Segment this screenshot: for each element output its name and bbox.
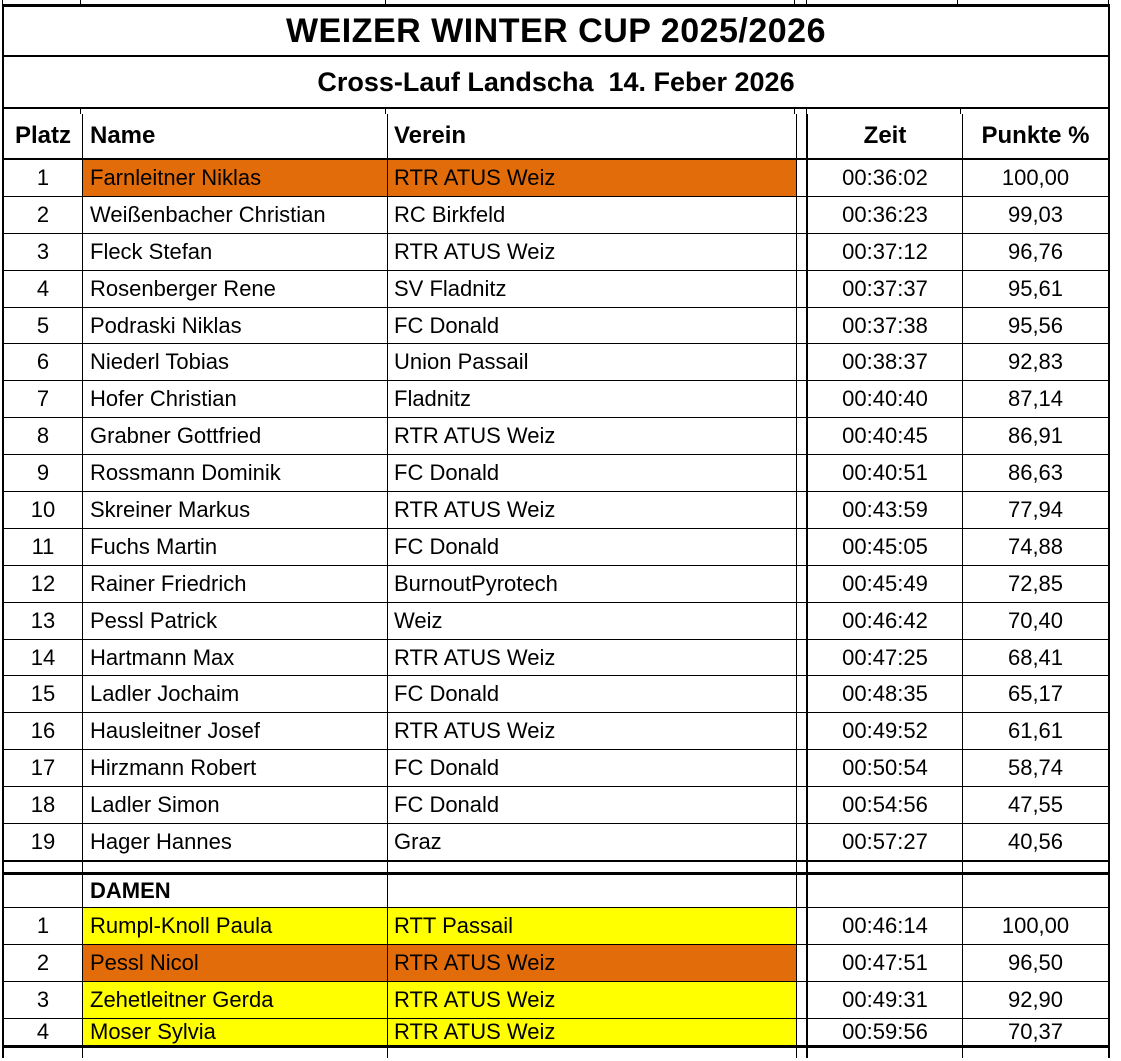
name-cell: Hirzmann Robert (82, 750, 387, 786)
zeit-cell: 00:46:42 (842, 607, 928, 633)
result-row (4, 982, 1108, 1019)
name-cell: Pessl Patrick (82, 603, 387, 639)
verein-cell: RTT Passail (387, 908, 796, 944)
verein-cell: FC Donald (387, 750, 796, 786)
spacer-cell (796, 529, 808, 565)
event-subtitle: Cross-Lauf Landscha 14. Feber 2026 (317, 66, 795, 97)
punkte-cell: 61,61 (962, 713, 1108, 749)
punkte-cell: 40,56 (962, 824, 1108, 860)
spacer-cell (796, 862, 808, 872)
punkte-cell: 70,40 (962, 603, 1108, 639)
spacer-cell (796, 945, 808, 981)
spacer-cell (796, 787, 808, 823)
verein-cell: FC Donald (387, 529, 796, 565)
verein-cell: RC Birkfeld (387, 197, 796, 233)
spacer-cell (796, 1048, 808, 1058)
result-row (4, 713, 1108, 750)
zeit-cell: 00:47:51 (842, 949, 928, 975)
header-row (4, 114, 1108, 160)
punkte-cell: 77,94 (962, 492, 1108, 528)
spacer-cell (796, 271, 808, 307)
name-cell: Rumpl-Knoll Paula (82, 908, 387, 944)
verein-cell: RTR ATUS Weiz (387, 713, 796, 749)
result-row (4, 566, 1108, 603)
platz-cell: 1 (36, 912, 50, 938)
verein-cell: FC Donald (387, 455, 796, 491)
header-spacer-cell (796, 114, 808, 158)
zeit-cell: 00:40:51 (842, 460, 928, 486)
result-row (4, 381, 1108, 418)
men-results-section (4, 160, 1108, 862)
verein-cell: FC Donald (387, 676, 796, 712)
spacer-cell (796, 455, 808, 491)
result-row (4, 529, 1108, 566)
empty-cell (808, 875, 962, 907)
zeit-cell: 00:47:25 (842, 644, 928, 670)
spacer-cell (387, 862, 796, 872)
spacer-cell (796, 750, 808, 786)
verein-cell: Graz (387, 824, 796, 860)
result-row (4, 787, 1108, 824)
damen-section-label: DAMEN (82, 875, 387, 907)
punkte-cell: 74,88 (962, 529, 1108, 565)
zeit-cell: 00:36:02 (842, 164, 928, 190)
damen-results-section (4, 908, 1108, 1048)
zeit-cell: 00:36:23 (842, 201, 928, 227)
header-platz: Platz (14, 122, 71, 149)
punkte-cell: 96,50 (962, 945, 1108, 981)
spacer-cell (796, 344, 808, 380)
punkte-cell: 100,00 (962, 160, 1108, 196)
result-row (4, 640, 1108, 677)
platz-cell: 15 (30, 681, 56, 707)
name-cell: Niederl Tobias (82, 344, 387, 380)
result-row (4, 271, 1108, 308)
platz-cell: 4 (36, 275, 50, 301)
spacer-cell (796, 234, 808, 270)
platz-cell: 2 (36, 201, 50, 227)
zeit-cell: 00:37:37 (842, 275, 928, 301)
verein-cell: Union Passail (387, 344, 796, 380)
name-cell: Pessl Nicol (82, 945, 387, 981)
punkte-cell: 95,56 (962, 308, 1108, 344)
platz-cell: 17 (30, 755, 56, 781)
platz-cell: 3 (36, 238, 50, 264)
result-row (4, 824, 1108, 862)
punkte-cell: 95,61 (962, 271, 1108, 307)
empty-cell (387, 1048, 796, 1058)
empty-cell (808, 1048, 962, 1058)
result-row (4, 603, 1108, 640)
spacer-cell (796, 713, 808, 749)
spacer-cell (796, 381, 808, 417)
verein-cell: Fladnitz (387, 381, 796, 417)
zeit-cell: 00:48:35 (842, 681, 928, 707)
punkte-cell: 68,41 (962, 640, 1108, 676)
punkte-cell: 92,90 (962, 982, 1108, 1018)
spacer-cell (796, 308, 808, 344)
punkte-cell: 47,55 (962, 787, 1108, 823)
spacer-cell (796, 640, 808, 676)
spacer-cell (796, 676, 808, 712)
punkte-cell: 99,03 (962, 197, 1108, 233)
gridline-stub (806, 109, 807, 114)
zeit-cell: 00:40:40 (842, 386, 928, 412)
spacer-cell (796, 824, 808, 860)
verein-cell: RTR ATUS Weiz (387, 945, 796, 981)
verein-cell: RTR ATUS Weiz (387, 982, 796, 1018)
damen-section-header-row (4, 875, 1108, 908)
gridline-stub (960, 109, 961, 114)
header-zeit: Zeit (863, 122, 907, 149)
zeit-cell: 00:49:31 (842, 986, 928, 1012)
spacer-cell (796, 492, 808, 528)
partial-bottom-row (4, 1048, 1108, 1058)
platz-cell: 2 (36, 949, 50, 975)
punkte-cell: 96,76 (962, 234, 1108, 270)
spacer-cell (4, 862, 82, 872)
zeit-cell: 00:54:56 (842, 792, 928, 818)
name-cell: Hartmann Max (82, 640, 387, 676)
result-row (4, 455, 1108, 492)
empty-cell (962, 875, 1108, 907)
gap-row (4, 109, 1108, 114)
zeit-cell: 00:50:54 (842, 755, 928, 781)
header-punkte: Punkte % (962, 114, 1108, 158)
spacer-cell (796, 566, 808, 602)
spacer-cell (796, 418, 808, 454)
name-cell: Ladler Jochaim (82, 676, 387, 712)
verein-cell: RTR ATUS Weiz (387, 640, 796, 676)
punkte-cell: 70,37 (962, 1019, 1108, 1045)
gridline-stub (385, 109, 386, 114)
zeit-cell: 00:57:27 (842, 828, 928, 854)
punkte-cell: 92,83 (962, 344, 1108, 380)
section-spacer-row (4, 862, 1108, 875)
spacer-cell (962, 862, 1108, 872)
zeit-cell: 00:45:05 (842, 533, 928, 559)
spacer-cell (796, 603, 808, 639)
verein-cell: RTR ATUS Weiz (387, 418, 796, 454)
platz-cell: 6 (36, 349, 50, 375)
name-cell: Fleck Stefan (82, 234, 387, 270)
zeit-cell: 00:46:14 (842, 912, 928, 938)
name-cell: Skreiner Markus (82, 492, 387, 528)
name-cell: Podraski Niklas (82, 308, 387, 344)
verein-cell: RTR ATUS Weiz (387, 492, 796, 528)
verein-cell: RTR ATUS Weiz (387, 234, 796, 270)
page-title: WEIZER WINTER CUP 2025/2026 (285, 11, 827, 50)
platz-cell: 5 (36, 312, 50, 338)
spacer-cell (796, 1019, 808, 1045)
name-cell: Ladler Simon (82, 787, 387, 823)
empty-cell (4, 1048, 82, 1058)
name-cell: Weißenbacher Christian (82, 197, 387, 233)
zeit-cell: 00:40:45 (842, 423, 928, 449)
subtitle-row (4, 57, 1108, 109)
platz-cell: 7 (36, 386, 50, 412)
punkte-cell: 58,74 (962, 750, 1108, 786)
name-cell: Rosenberger Rene (82, 271, 387, 307)
name-cell: Rainer Friedrich (82, 566, 387, 602)
spacer-cell (82, 862, 387, 872)
result-row (4, 234, 1108, 271)
zeit-cell: 00:59:56 (842, 1018, 928, 1044)
name-cell: Farnleitner Niklas (82, 160, 387, 196)
verein-cell: FC Donald (387, 308, 796, 344)
name-cell: Hausleitner Josef (82, 713, 387, 749)
punkte-cell: 86,63 (962, 455, 1108, 491)
header-verein: Verein (387, 114, 796, 158)
verein-cell: SV Fladnitz (387, 271, 796, 307)
title-row (4, 7, 1108, 57)
result-row (4, 945, 1108, 982)
platz-cell: 3 (36, 986, 50, 1012)
empty-cell (4, 875, 82, 907)
spacer-cell (796, 982, 808, 1018)
result-row (4, 676, 1108, 713)
punkte-cell: 100,00 (962, 908, 1108, 944)
zeit-cell: 00:49:52 (842, 718, 928, 744)
punkte-cell: 87,14 (962, 381, 1108, 417)
verein-cell: Weiz (387, 603, 796, 639)
result-row (4, 197, 1108, 234)
verein-cell: RTR ATUS Weiz (387, 160, 796, 196)
platz-cell: 10 (30, 496, 56, 522)
zeit-cell: 00:43:59 (842, 496, 928, 522)
platz-cell: 13 (30, 607, 56, 633)
platz-cell: 18 (30, 792, 56, 818)
gridline-stub (794, 109, 795, 114)
result-row (4, 908, 1108, 945)
result-row (4, 750, 1108, 787)
result-row (4, 492, 1108, 529)
platz-cell: 1 (36, 164, 50, 190)
name-cell: Grabner Gottfried (82, 418, 387, 454)
result-row (4, 160, 1108, 197)
punkte-cell: 86,91 (962, 418, 1108, 454)
name-cell: Hager Hannes (82, 824, 387, 860)
name-cell: Moser Sylvia (82, 1019, 387, 1045)
platz-cell: 14 (30, 644, 56, 670)
header-name: Name (82, 114, 387, 158)
zeit-cell: 00:45:49 (842, 570, 928, 596)
platz-cell: 16 (30, 718, 56, 744)
verein-cell: RTR ATUS Weiz (387, 1019, 796, 1045)
spacer-cell (796, 160, 808, 196)
name-cell: Fuchs Martin (82, 529, 387, 565)
result-row (4, 1019, 1108, 1048)
zeit-cell: 00:37:38 (842, 312, 928, 338)
empty-cell (387, 875, 796, 907)
platz-cell: 19 (30, 828, 56, 854)
spacer-cell (808, 862, 962, 872)
result-row (4, 418, 1108, 455)
spacer-cell (796, 875, 808, 907)
spacer-cell (796, 908, 808, 944)
zeit-cell: 00:37:12 (842, 238, 928, 264)
name-cell: Zehetleitner Gerda (82, 982, 387, 1018)
platz-cell: 12 (30, 570, 56, 596)
punkte-cell: 72,85 (962, 566, 1108, 602)
platz-cell: 11 (31, 533, 55, 559)
verein-cell: FC Donald (387, 787, 796, 823)
zeit-cell: 00:38:37 (842, 349, 928, 375)
result-row (4, 344, 1108, 381)
spacer-cell (796, 197, 808, 233)
result-row (4, 308, 1108, 345)
results-table (2, 4, 1110, 1058)
platz-cell: 8 (36, 423, 50, 449)
name-cell: Rossmann Dominik (82, 455, 387, 491)
platz-cell: 9 (36, 460, 50, 486)
empty-cell (82, 1048, 387, 1058)
punkte-cell: 65,17 (962, 676, 1108, 712)
gridline-stub (80, 109, 81, 114)
empty-cell (962, 1048, 1108, 1058)
name-cell: Hofer Christian (82, 381, 387, 417)
verein-cell: BurnoutPyrotech (387, 566, 796, 602)
platz-cell: 4 (36, 1018, 50, 1044)
